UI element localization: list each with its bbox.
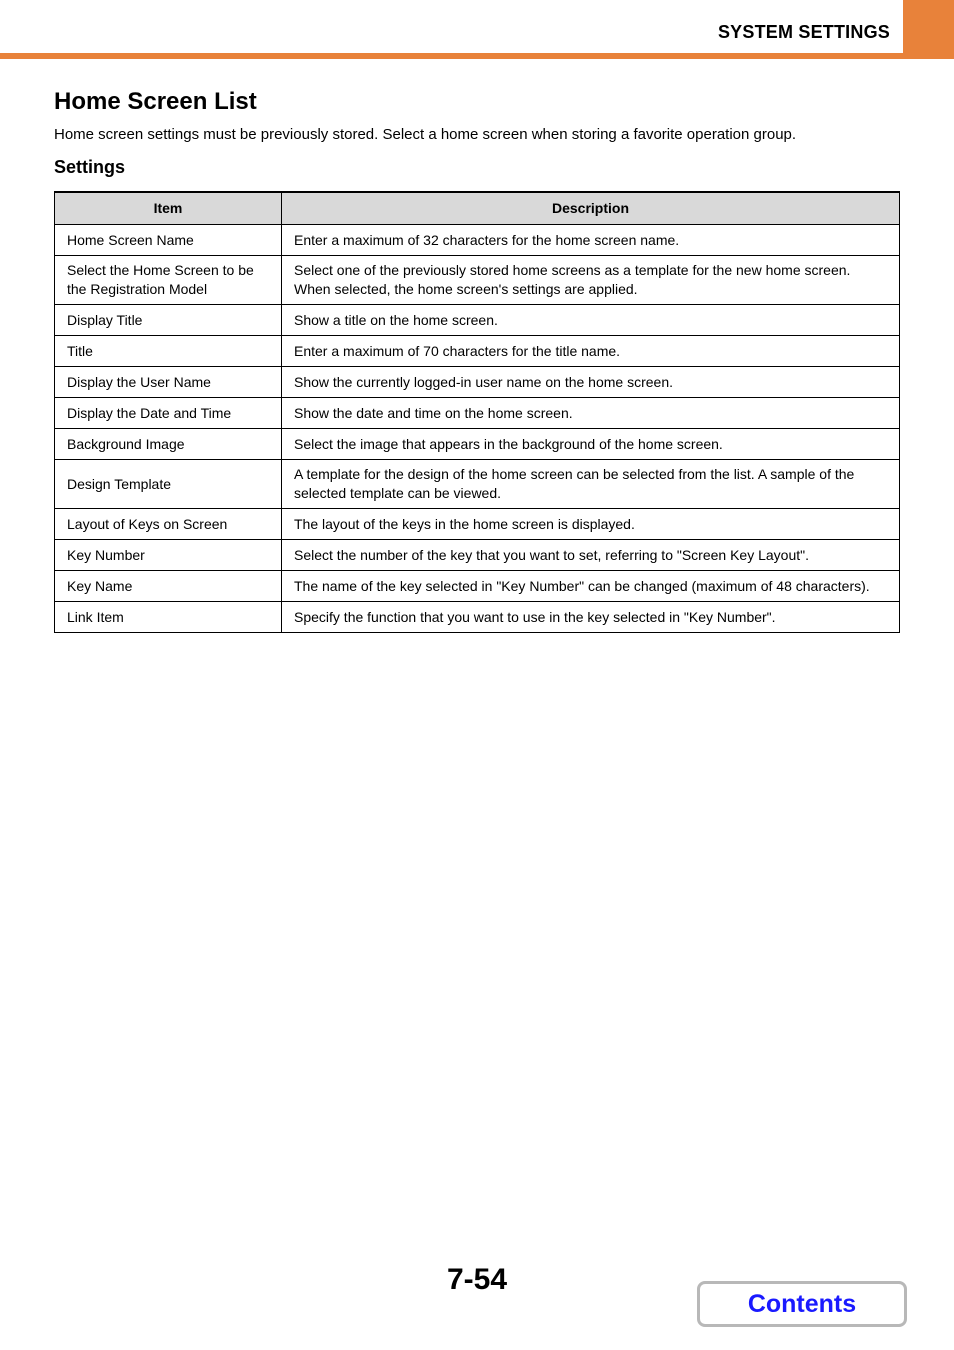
row-item: Layout of Keys on Screen <box>55 509 282 540</box>
settings-table <box>54 191 900 633</box>
row-item: Key Name <box>55 571 282 602</box>
row-item: Display Title <box>55 305 282 336</box>
table-row <box>55 540 900 571</box>
intro-text: Home screen settings must be previously stored. Select a home screen when storing a favorite operation group. <box>54 126 797 143</box>
table-row <box>55 429 900 460</box>
row-description: Show the date and time on the home screen. <box>282 398 900 429</box>
table-row <box>55 336 900 367</box>
row-description: Select the image that appears in the background of the home screen. <box>282 429 900 460</box>
table-row <box>55 256 900 305</box>
row-description: Specify the function that you want to use in the key selected in "Key Number". <box>282 602 900 633</box>
row-description: Select one of the previously stored home screens as a template for the new home screen. When selected, the home screen's settings are applied. <box>282 256 900 305</box>
column-header-item: Item <box>55 192 282 225</box>
contents-button[interactable]: Contents <box>697 1281 907 1327</box>
row-description: The name of the key selected in "Key Number" can be changed (maximum of 48 characters). <box>282 571 900 602</box>
column-header-description: Description <box>282 192 900 225</box>
row-description: The layout of the keys in the home screen is displayed. <box>282 509 900 540</box>
row-item: Title <box>55 336 282 367</box>
table-row <box>55 602 900 633</box>
table-row <box>55 571 900 602</box>
row-description: Select the number of the key that you want to set, referring to "Screen Key Layout". <box>282 540 900 571</box>
table-row <box>55 367 900 398</box>
row-description: Enter a maximum of 70 characters for the title name. <box>282 336 900 367</box>
table-row <box>55 225 900 256</box>
header-divider <box>0 53 954 59</box>
row-item: Design Template <box>55 460 282 509</box>
table-row <box>55 509 900 540</box>
row-description: Enter a maximum of 32 characters for the home screen name. <box>282 225 900 256</box>
row-item: Key Number <box>55 540 282 571</box>
row-description: A template for the design of the home screen can be selected from the list. A sample of the selected template can be viewed. <box>282 460 900 509</box>
header-tab-marker <box>903 0 954 55</box>
page-title: Home Screen List <box>54 88 257 115</box>
row-description: Show a title on the home screen. <box>282 305 900 336</box>
row-item: Display the Date and Time <box>55 398 282 429</box>
table-header-row <box>55 192 900 225</box>
row-item: Select the Home Screen to be the Registration Model <box>55 256 282 305</box>
row-item: Home Screen Name <box>55 225 282 256</box>
row-item: Background Image <box>55 429 282 460</box>
header-section-title: SYSTEM SETTINGS <box>717 22 890 42</box>
row-description: Show the currently logged-in user name on the home screen. <box>282 367 900 398</box>
table-row <box>55 305 900 336</box>
row-item: Link Item <box>55 602 282 633</box>
row-item: Display the User Name <box>55 367 282 398</box>
table-row <box>55 398 900 429</box>
table-row <box>55 460 900 509</box>
settings-heading: Settings <box>54 157 126 177</box>
page-number: 7-54 <box>446 1263 508 1296</box>
page-header <box>0 0 954 60</box>
